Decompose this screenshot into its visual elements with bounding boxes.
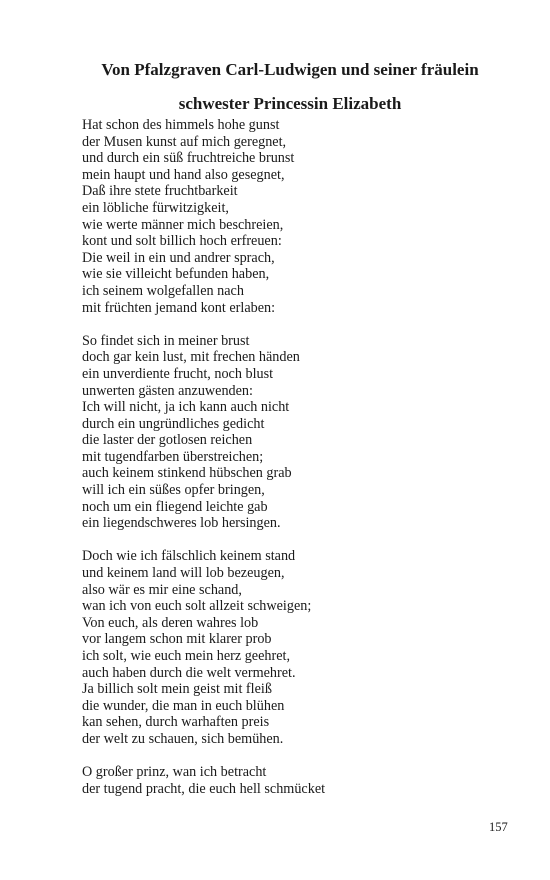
poem-line: vor langem schon mit klarer prob [82,631,272,648]
poem-line: ein löbliche fürwitzigkeit, [82,199,229,216]
poem-line: ich seinem wolgefallen nach [82,282,244,299]
poem-line: Die weil in ein und andrer sprach, [82,249,275,266]
poem-line: und durch ein süß fruchtreiche brunst [82,150,295,167]
poem-body [82,117,522,814]
poem-title-line-2: schwester Princessin Elizabeth [178,94,402,113]
poem-line: wie sie villeicht befunden haben, [82,266,270,283]
stanza [82,548,522,747]
poem-line: der tugend pracht, die euch hell schmücket [82,780,326,797]
poem-line: mit tugendfarben überstreichen; [82,448,264,465]
poem-line: der Musen kunst auf mich geregnet, [82,133,287,150]
poem-line: So findet sich in meiner brust [82,332,250,349]
poem-line: ein liegendschweres lob hersingen. [82,515,281,532]
poem-line: ein unverdiente frucht, noch blust [82,365,274,382]
poem-line: die laster der gotlosen reichen [82,432,253,449]
poem-line: doch gar kein lust, mit frechen händen [82,349,300,366]
poem-line: Doch wie ich fälschlich keinem stand [82,548,296,565]
poem-line: Von euch, als deren wahres lob [82,614,259,631]
poem-line: durch ein ungründliches gedicht [82,415,265,432]
poem-line: Hat schon des himmels hohe gunst [82,117,280,133]
poem-line: auch haben durch die welt vermehret. [82,664,296,681]
poem-line: auch keinem stinkend hübschen grab [82,465,292,482]
poem-line: wie werte männer mich beschreien, [82,216,284,233]
page-number: 157 [489,820,508,834]
poem-line: O großer prinz, wan ich betracht [82,764,267,781]
poem-line: Daß ihre stete fruchtbarkeit [82,183,238,200]
poem-line: unwerten gästen anzuwenden: [82,382,253,399]
stanza [82,333,522,532]
poem-line: also wär es mir eine schand, [82,581,242,598]
poem-line: wan ich von euch solt allzeit schweigen; [82,598,312,615]
poem-line: ich solt, wie euch mein herz geehret, [82,648,290,664]
stanza [82,764,522,797]
poem-line: kont und solt billich hoch erfreuen: [82,233,282,250]
poem-line: will ich ein süßes opfer bringen, [82,482,265,499]
poem-line: mit früchten jemand kont erlaben: [82,299,276,316]
poem-line: Ja billich solt mein geist mit fleiß [82,681,272,698]
poem-line: mein haupt und hand also gesegnet, [82,166,285,183]
poem-line: die wunder, die man in euch blühen [82,697,285,714]
stanza [82,117,522,316]
poem-line: Ich will nicht, ja ich kann auch nicht [82,399,290,416]
poem-line: noch um ein fliegend leichte gab [82,498,268,515]
poem-line: kan sehen, durch warhaften preis [82,714,270,731]
poem-line: der welt zu schauen, sich bemühen. [82,730,284,747]
poem-title-line-1: Von Pfalzgraven Carl-Ludwigen und seiner fräulein [101,60,479,79]
poem-line: und keinem land will lob bezeugen, [82,565,285,582]
